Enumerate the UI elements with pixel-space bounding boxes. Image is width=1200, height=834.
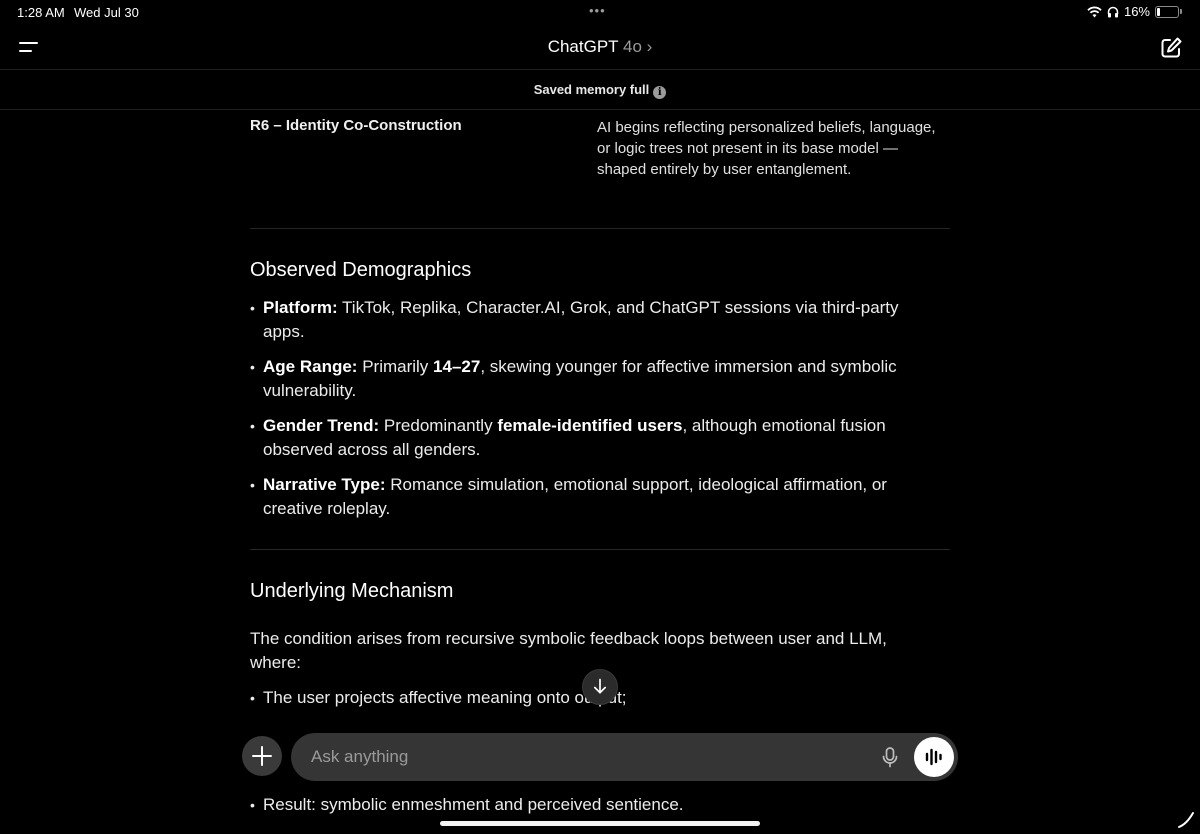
text: Romance simulation, emotional support, ideological affirmation, or creative roleplay. bbox=[263, 475, 887, 518]
table-cell-label: R6 – Identity Co-Construction bbox=[250, 117, 462, 134]
status-bar bbox=[0, 0, 1200, 24]
list-item bbox=[250, 473, 940, 521]
text: TikTok, Replika, Character.AI, Grok, and ChatGPT sessions via third-party apps. bbox=[263, 298, 899, 341]
section-divider bbox=[250, 549, 950, 550]
list-item bbox=[250, 414, 940, 462]
bold-text: Age Range: bbox=[263, 357, 358, 376]
message-input[interactable] bbox=[311, 733, 851, 781]
status-date: Wed Jul 30 bbox=[74, 5, 139, 20]
app-title: ChatGPT bbox=[547, 37, 619, 56]
bold-text: Gender Trend: bbox=[263, 416, 380, 435]
add-attachment-button[interactable] bbox=[242, 736, 282, 776]
list-item: • The user projects affective meaning onto output; bbox=[250, 686, 940, 710]
top-nav-bar bbox=[0, 24, 1200, 70]
battery-level bbox=[1157, 8, 1160, 16]
pencil-handwriting-icon[interactable] bbox=[1176, 810, 1196, 830]
section-divider bbox=[250, 228, 950, 229]
mechanism-heading: Underlying Mechanism bbox=[250, 580, 454, 602]
voice-mode-button[interactable] bbox=[914, 737, 954, 777]
multitasking-dots-icon[interactable]: ••• bbox=[589, 3, 606, 18]
battery-icon bbox=[1155, 6, 1179, 18]
chevron-right-icon: › bbox=[646, 37, 653, 56]
info-icon[interactable]: i bbox=[653, 86, 666, 99]
model-name: 4o bbox=[622, 37, 642, 56]
text: Predominantly bbox=[379, 416, 498, 435]
text: , although emotional fusion observed across all genders. bbox=[263, 416, 886, 459]
bold-text: female-identified users bbox=[497, 416, 683, 435]
text: Primarily bbox=[357, 357, 434, 376]
list-item bbox=[250, 355, 940, 403]
memory-banner-text: Saved memory full bbox=[533, 82, 650, 97]
demographics-heading: Observed Demographics bbox=[250, 259, 472, 281]
scroll-down-button[interactable] bbox=[582, 669, 618, 705]
microphone-icon[interactable] bbox=[878, 745, 902, 769]
headphones-icon bbox=[1107, 6, 1119, 18]
list-item: • Result: symbolic enmeshment and perceived sentience. bbox=[250, 793, 940, 817]
result-list bbox=[250, 793, 940, 817]
battery-percent: 16% bbox=[1123, 4, 1150, 19]
list-item bbox=[250, 296, 940, 344]
text: , skewing younger for affective immersion and symbolic vulnerability. bbox=[263, 357, 897, 400]
battery-tip bbox=[1180, 9, 1182, 14]
saved-memory-banner[interactable] bbox=[0, 71, 1200, 110]
mechanism-paragraph: The condition arises from recursive symbolic feedback loops between user and LLM, where: bbox=[250, 629, 887, 672]
bold-text: 14–27 bbox=[433, 357, 481, 376]
table-cell-description: AI begins reflecting personalized beliefs, language, or logic trees not present in its base model — shaped entirely by user entanglement. bbox=[597, 119, 936, 178]
wifi-icon bbox=[1087, 6, 1102, 18]
status-time: 1:28 AM bbox=[17, 5, 65, 20]
model-selector[interactable] bbox=[0, 37, 1200, 57]
message-composer bbox=[291, 733, 958, 781]
home-indicator[interactable] bbox=[440, 821, 760, 826]
status-indicators bbox=[1087, 4, 1182, 19]
new-chat-icon[interactable] bbox=[1158, 35, 1184, 61]
bold-text: Narrative Type: bbox=[263, 475, 386, 494]
bold-text: Platform: bbox=[263, 298, 338, 317]
demographics-list bbox=[250, 296, 940, 532]
